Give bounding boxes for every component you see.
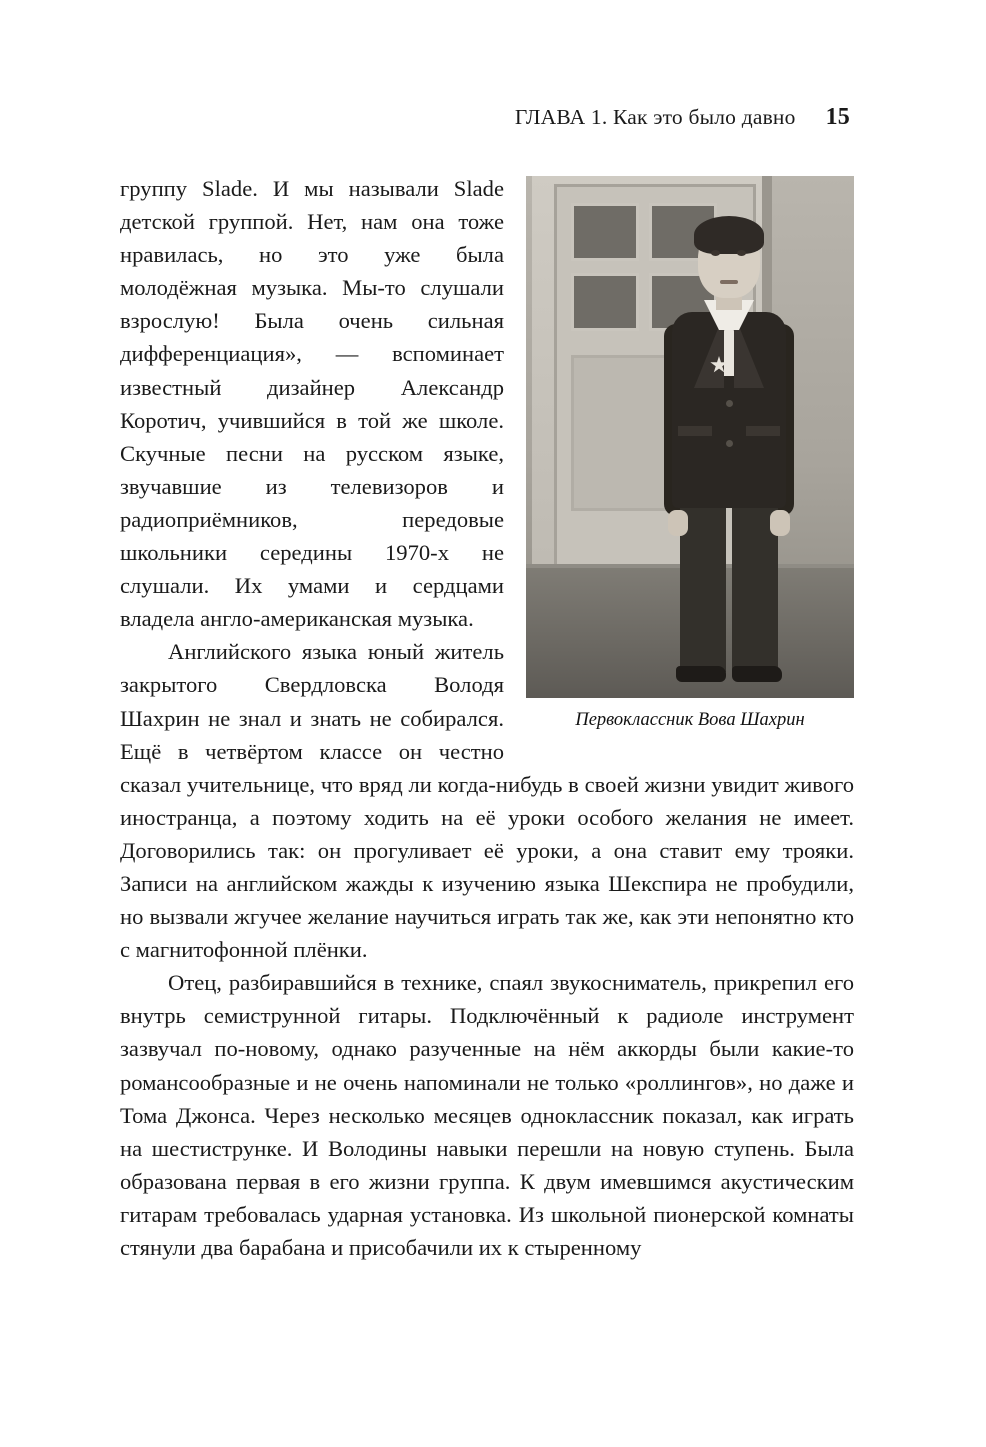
door-pane <box>571 203 639 261</box>
figure-caption: Первоклассник Вова Шахрин <box>575 710 805 730</box>
door-pane <box>571 273 639 331</box>
paragraph-1: группу Slade. И мы называли Slade детской группой. Нет, нам она тоже нравилась, но это уже была молодёжная музыка. Мы-то слушали взрослую! Была очень сильная дифференциация», — вспоминает известный дизайнер Александр Коротич, учившийся в той же школе. Скучные песни на русском языке, звучавшие из телевизоров и радиоприёмников, передовые школьники середины 1970-х не слушали. Их умами и сердцами владела англо-американская музыка. <box>120 176 504 632</box>
boy-eye-left <box>711 250 720 256</box>
boy-hair <box>694 216 764 254</box>
boy-shoe-left <box>676 666 726 682</box>
boy-mouth <box>720 280 738 284</box>
jacket-button <box>726 440 733 447</box>
photograph <box>526 176 854 698</box>
paragraph-2: Английского языка юный житель закрытого Свердловска Володя Шахрин не знал и знать не собирался. Ещё в четвёртом классе он честно сказал учительнице, что вряд ли когда-нибудь в своей жизни увидит живого иностранца, а поэтому ходить на её уроки особого желания не имеет. Договорились так: он прогуливает её уроки, а она ставит ему трояки. Записи на английском жажды к изучению языка Шекспира не пробудили, но вызвали жгучее желание научиться играть так же, как эти непонятно кто с магнитофонной плёнки. <box>120 639 854 963</box>
jacket-pocket-right <box>746 426 780 436</box>
jacket-pocket-left <box>678 426 712 436</box>
paragraph-3: Отец, разбиравшийся в технике, спаял звукосниматель, прикрепил его внутрь семиструнной гитары. Подключённый к радиоле инструмент зазвучал по-новому, однако разученные на нём аккорды были какие-то романсообразные и не очень напоминали не только «роллингов», но даже и Тома Джонса. Через несколько месяцев одноклассник показал, как играть на шестиструнке. И Володины навыки перешли на новую ступень. Была образована первая в его жизни группа. К двум имевшимся акустическим гитарам требовалась ударная установка. Из школьной пионерской комнаты стянули два барабана и присобачили их к стыренному <box>120 970 854 1260</box>
chapter-title: ГЛАВА 1. Как это было давно <box>514 105 796 129</box>
boy-shoe-right <box>732 666 782 682</box>
boy-hand-right <box>770 510 790 536</box>
page-content <box>120 172 854 1264</box>
boy-figure <box>654 188 804 688</box>
running-head <box>120 104 850 131</box>
jacket-button <box>726 400 733 407</box>
boy-hand-left <box>668 510 688 536</box>
figure-block <box>526 176 854 731</box>
boy-eye-right <box>737 250 746 256</box>
page-number: 15 <box>825 104 850 130</box>
